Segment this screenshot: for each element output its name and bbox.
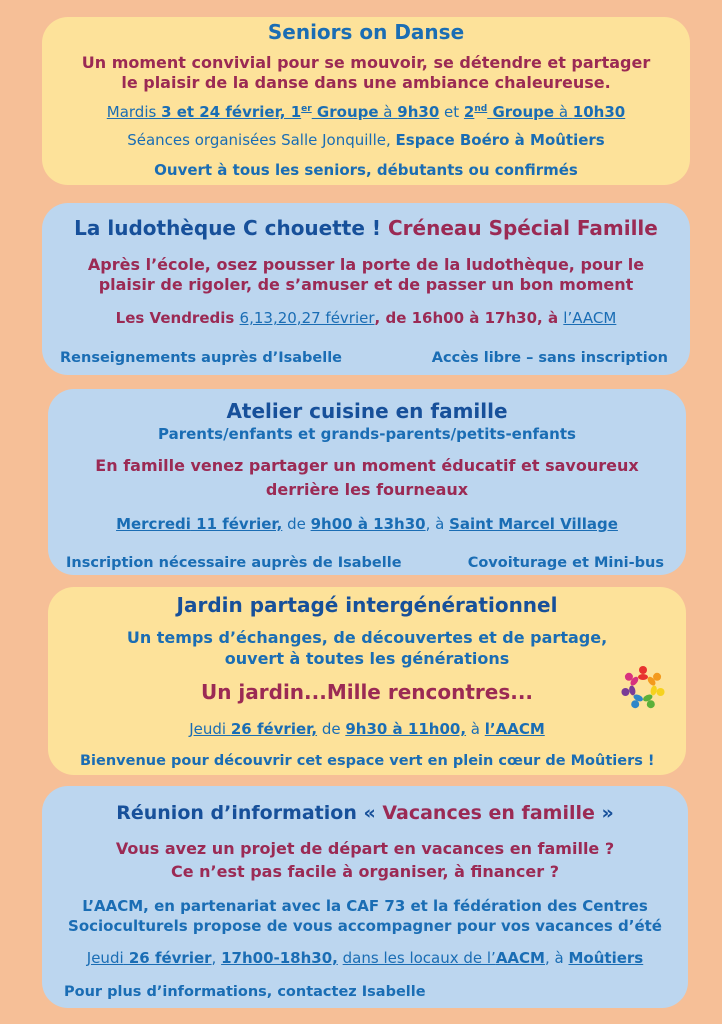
cuisine-desc-1: En famille venez partager un moment éducatif et savoureux [95,456,639,475]
reunion-title-topic: Vacances en famille [382,802,595,824]
jardin-sched-time: 9h30 à 11h00, [345,720,467,738]
logo-person-body [628,685,636,696]
cuisine-schedule [48,515,686,533]
jardin-title: Jardin partagé intergénérationnel [176,593,558,617]
jardin-desc-2: ouvert à toutes les générations [224,649,510,668]
seniors-desc-1: Un moment convivial pour se mouvoir, se détendre et partager [81,53,651,72]
seniors-schedule [42,103,690,121]
logo-person-body [638,674,648,680]
ludo-title-special: Créneau Spécial Famille [387,216,658,240]
reunion-card [42,786,688,1008]
reunion-sched-date: 26 février [123,949,212,967]
jardin-schedule [48,720,686,738]
cuisine-sched-time: 9h00 à 13h30 [310,515,426,533]
cuisine-info-right: Covoiturage et Mini-bus [467,555,664,571]
cuisine-sched-day: Mercredi [116,515,191,533]
jardin-card [48,587,686,775]
seniors-open: Ouvert à tous les seniors, débutants ou confirmés [154,161,578,179]
reunion-contact: Pour plus d’informations, contactez Isabelle [64,984,426,1000]
reunion-sched-city: Moûtiers [568,949,644,967]
logo-person-head [621,688,629,696]
reunion-question-2: Ce n’est pas facile à organiser, à financer ? [170,862,560,881]
cuisine-sched-date: 11 février, [190,515,283,533]
seniors-place [42,131,690,149]
ludo-sched-place: l’AACM [563,309,617,327]
seniors-sched-first: 1 [285,103,302,121]
cuisine-sched-from: de [282,515,311,533]
cuisine-desc-2: derrière les fourneaux [265,480,469,499]
seniors-sched-at1: à [378,103,398,121]
seniors-place-room: Séances organisées Salle Jonquille, [127,131,396,149]
jardin-welcome: Bienvenue pour découvrir cet espace vert en plein cœur de Moûtiers ! [80,753,655,769]
ludo-info-right: Accès libre – sans inscription [431,350,668,366]
ludo-title-main: La ludothèque C chouette ! [74,216,388,240]
jardin-sched-place: l’AACM [484,720,545,738]
reunion-sched-time: 17h00-18h30, [221,949,338,967]
seniors-sched-time2: 10h30 [572,103,626,121]
reunion-para-2: Socioculturels propose de vous accompagner pour vos vacances d’été [68,917,662,935]
reunion-title-close: » [594,802,614,824]
logo-person-head [639,666,647,674]
seniors-sched-at2: à [554,103,573,121]
seniors-desc-2: le plaisir de la danse dans une ambiance chaleureuse. [121,73,611,92]
reunion-question-1: Vous avez un projet de départ en vacances en famille ? [115,839,615,858]
ludo-schedule [42,309,690,327]
reunion-sched-day: Jeudi [86,949,124,967]
reunion-sched-premises: dans les locaux de l’ [342,949,496,967]
reunion-title-main: Réunion d’information « [116,802,383,824]
jardin-sched-from: de [317,720,346,738]
jardin-sched-day: Jeudi [189,720,231,738]
seniors-place-venue: Espace Boéro à Moûtiers [395,131,605,149]
cuisine-sched-at: , à [425,515,450,533]
logo-person-head [625,673,633,681]
seniors-sched-group2: Groupe [487,103,555,121]
cuisine-title: Atelier cuisine en famille [226,399,508,423]
seniors-card [42,17,690,185]
logo-person-body [650,685,658,696]
seniors-sched-days: Mardis [106,103,162,121]
reunion-sched-org: AACM [495,949,545,967]
seniors-sched-first-sup: er [301,104,312,114]
ludo-sched-time: , de 16h00 à 17h30, à [374,309,564,327]
cuisine-subtitle: Parents/enfants et grands-parents/petits-enfants [158,425,576,443]
reunion-schedule [42,949,688,967]
people-circle-icon [618,663,668,713]
logo-person-head [631,700,639,708]
seniors-title: Seniors on Danse [267,20,465,44]
jardin-sched-date: 26 février, [230,720,318,738]
jardin-desc-1: Un temps d’échanges, de découvertes et de partage, [126,628,608,647]
ludo-title [42,216,690,240]
reunion-title [42,802,688,824]
reunion-para-1: L’AACM, en partenariat avec la CAF 73 et la fédération des Centres [82,897,648,915]
ludo-desc-1: Après l’école, osez pousser la porte de la ludothèque, pour le [87,255,645,274]
seniors-sched-group1: Groupe [311,103,379,121]
reunion-sched-at: , à [544,949,569,967]
ludo-desc-2: plaisir de rigoler, de s’amuser et de passer un bon moment [98,275,634,294]
seniors-sched-second-sup: nd [474,104,488,114]
cuisine-info-left: Inscription nécessaire auprès de Isabelle [66,555,402,571]
seniors-sched-dates: 3 et 24 février, [161,103,286,121]
cuisine-card [48,389,686,575]
cuisine-sched-place: Saint Marcel Village [449,515,618,533]
reunion-sched-sep1: , [211,949,222,967]
ludo-info-left: Renseignements auprès d’Isabelle [60,350,343,366]
logo-person-head [653,673,661,681]
jardin-sched-at: à [466,720,485,738]
seniors-sched-time1: 9h30 [397,103,440,121]
ludo-sched-dates: 6,13,20,27 février [239,309,375,327]
seniors-sched-and: et [439,103,464,121]
logo-person-head [647,700,655,708]
ludo-sched-days: Les Vendredis [115,309,240,327]
seniors-sched-second: 2 [463,103,475,121]
logo-person-head [657,688,665,696]
jardin-slogan: Un jardin...Mille rencontres... [200,680,534,704]
ludo-card [42,203,690,375]
